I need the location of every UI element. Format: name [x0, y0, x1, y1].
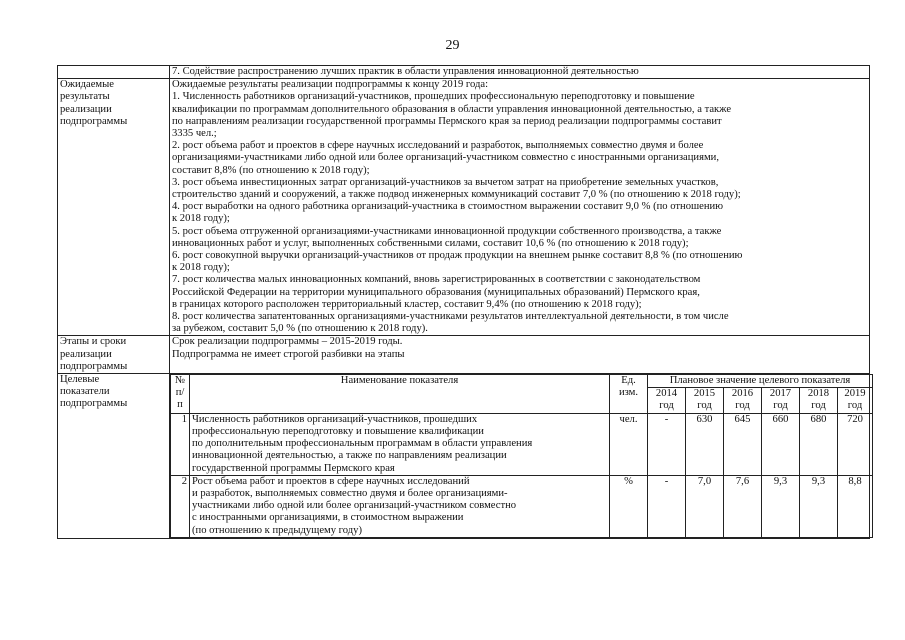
indicators-header-row [171, 375, 873, 388]
stages-label: Этапы и сроки реализации подпрограммы [58, 336, 170, 374]
row-value: 720 [838, 413, 873, 475]
table-row [171, 413, 873, 475]
targets-label: Целевые показатели подпрограммы [58, 374, 170, 539]
row-value: 9,3 [800, 475, 838, 537]
stages-text: Срок реализации подпрограммы – 2015-2019 годы. Подпрограмма не имеет строгой разбивки на этапы [170, 336, 870, 374]
results-row [58, 79, 870, 336]
row-value: 7,0 [686, 475, 724, 537]
header-num: № п/п [171, 375, 190, 414]
indicators-table [170, 374, 873, 538]
stages-row [58, 336, 870, 374]
passport-table [57, 65, 870, 539]
row-unit: чел. [610, 413, 648, 475]
targets-cell [170, 374, 870, 539]
results-text: Ожидаемые результаты реализации подпрограммы к концу 2019 года: 1. Численность работников организаций-участников, прошедших профессиональную переподготовку и повышение квалификации по программам дополнительного образования в области управления инновационной деятельностью, а также по направлениям реализации государственной программы Пермского края за период реализации подпрограммы составит 3335 чел.; 2. рост объема работ и проектов в сфере научных исследований и разработок, выполняемых совместно двумя и более организациями-участниками либо одной или более организаций-участником совместно с иностранными организациями, составит 8,8% (по отношению к 2018 году); 3. рост объема инвестиционных затрат организаций-участников за вычетом затрат на приобретение земельных участков, строительство зданий и сооружений, а также подвод инженерных коммуникаций составит 7,0 % (по отношению к 2018 году); 4. рост выработки на одного работника организаций-участника в стоимостном выражении составит 9,0 % (по отношению к 2018 году); 5. рост объема отгруженной организациями-участниками инновационной продукции собственного производства, а также инновационных работ и услуг, выполненных собственными силами, составит 10,6 % (по отношению к 2018 году); 6. рост совокупной выручки организаций-участников от продаж продукции на внешнем рынке составит 8,8 % (по отношению к 2018 году); 7. рост количества малых инновационных компаний, вновь зарегистрированных в соответствии с законодательством Российской Федерации на территории муниципального образования (муниципальных образований) Пермского края, в границах которого расположен территориальный кластер, составит 9,4% (по отношению к 2018 году); 8. рост количества запатентованных организациями-участниками результатов интеллектуальной деятельности, в том числе за рубежом, составит 5,0 % (по отношению к 2018 году). [170, 79, 870, 336]
header-unit: Ед. изм. [610, 375, 648, 414]
row-value: 660 [762, 413, 800, 475]
table-row [171, 475, 873, 537]
row-value: 9,3 [762, 475, 800, 537]
header-plan: Плановое значение целевого показателя [648, 375, 873, 388]
goal-text: 7. Содействие распространению лучших практик в области управления инновационной деятельностью [170, 66, 870, 79]
header-year: 2016 год [724, 388, 762, 413]
header-year: 2019 год [838, 388, 873, 413]
header-name: Наименование показателя [190, 375, 610, 414]
header-year: 2014 год [648, 388, 686, 413]
row-value: - [648, 413, 686, 475]
row-value: - [648, 475, 686, 537]
results-label: Ожидаемые результаты реализации подпрограммы [58, 79, 170, 336]
row-num: 1 [171, 413, 190, 475]
row-value: 630 [686, 413, 724, 475]
header-year: 2018 год [800, 388, 838, 413]
goal-row [58, 66, 870, 79]
page-number: 29 [445, 38, 460, 53]
empty-label-cell [58, 66, 170, 79]
row-unit: % [610, 475, 648, 537]
row-value: 680 [800, 413, 838, 475]
row-value: 7,6 [724, 475, 762, 537]
header-year: 2015 год [686, 388, 724, 413]
targets-row [58, 374, 870, 539]
row-num: 2 [171, 475, 190, 537]
row-name: Численность работников организаций-участников, прошедших профессиональную переподготовку и повышение квалификации по дополнительным профессиональным программам в области управления инновационной деятельностью, а также по направлениям реализации государственной программы Пермского края [190, 413, 610, 475]
row-name: Рост объема работ и проектов в сфере научных исследований и разработок, выполняемых совместно двумя и более организациями- участниками либо одной или более организаций-участником совместно с иностранными организациями, в стоимостном выражении (по отношению к предыдущему году) [190, 475, 610, 537]
row-value: 645 [724, 413, 762, 475]
header-year: 2017 год [762, 388, 800, 413]
row-value: 8,8 [838, 475, 873, 537]
